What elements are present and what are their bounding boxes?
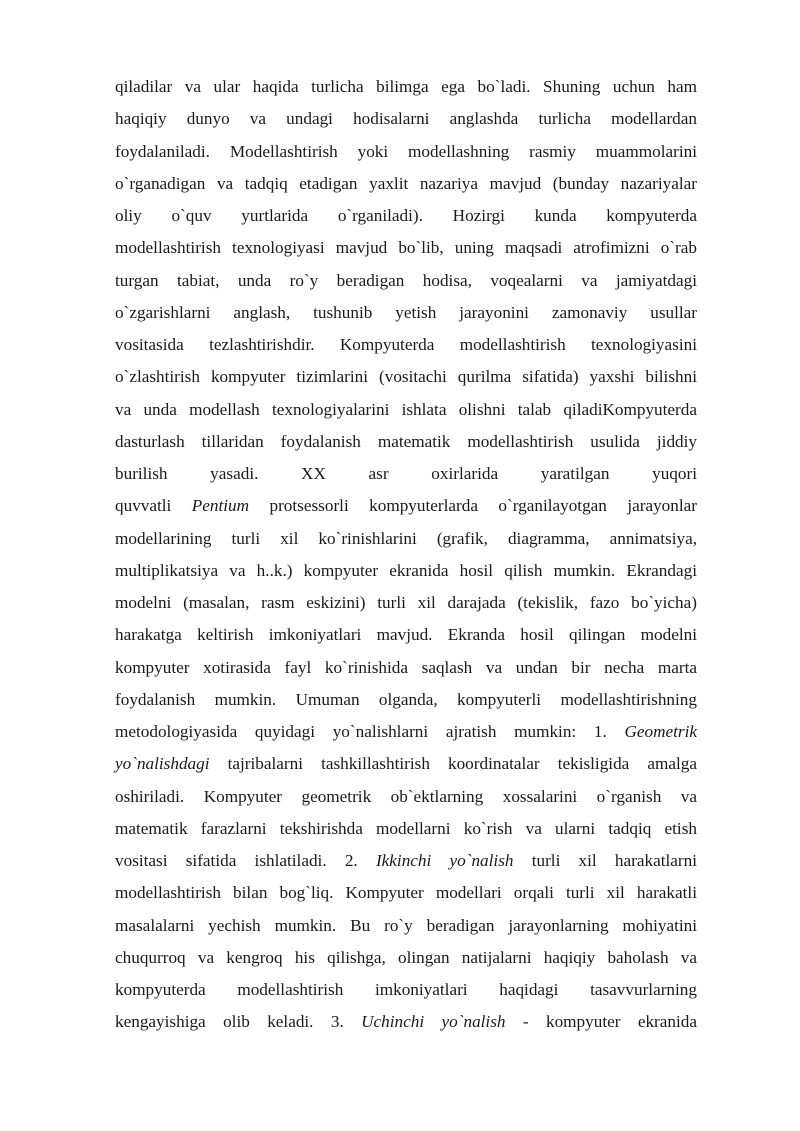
text-segment: chuqurroq va kengroq his qilishga, olingan natijalarni haqiqiy baholash va bbox=[115, 947, 697, 967]
text-segment: oliy o`quv yurtlarida o`rganiladi). Hozirgi kunda kompyuterda bbox=[115, 206, 697, 225]
text-line bbox=[115, 942, 697, 974]
text-line bbox=[115, 813, 697, 845]
text-segment: metodologiyasida quyidagi yo`nalishlarni ajratish mumkin: 1. bbox=[115, 722, 625, 741]
text-segment: qiladilar va ular haqida turlicha bilimga ega bo`ladi. Shuning uchun ham bbox=[115, 77, 697, 96]
text-line bbox=[115, 490, 697, 522]
text-segment: modelni (masalan, rasm eskizini) turli xil darajada (tekislik, fazo bo`yicha) bbox=[115, 593, 697, 612]
text-line bbox=[115, 877, 697, 909]
text-line bbox=[115, 103, 697, 135]
text-segment: modellarining turli xil ko`rinishlarini (grafik, diagramma, annimatsiya, bbox=[115, 528, 697, 548]
italic-term: Uchinchi yo`nalish bbox=[361, 1012, 506, 1032]
text-segment: turli xil harakatlarni bbox=[513, 851, 697, 870]
text-segment: vositasi sifatida ishlatiladi. 2. bbox=[115, 851, 376, 870]
text-line bbox=[115, 781, 697, 813]
text-line bbox=[115, 200, 697, 232]
text-segment: haqiqiy dunyo va undagi hodisalarni anglashda turlicha modellardan bbox=[115, 109, 697, 129]
text-line bbox=[115, 426, 697, 458]
text-line bbox=[115, 748, 697, 780]
text-segment: protsessorli kompyuterlarda o`rganilayotgan jarayonlar bbox=[249, 496, 697, 516]
text-line bbox=[115, 136, 697, 168]
text-line bbox=[115, 845, 697, 877]
text-segment: foydalanish mumkin. Umuman olganda, kompyuterli modellashtirishning bbox=[115, 689, 697, 709]
text-segment: oshiriladi. Kompyuter geometrik ob`ektlarning xossalarini o`rganish va bbox=[115, 786, 697, 806]
text-segment: modellashtirish bilan bog`liq. Kompyuter modellari orqali turli xil harakatli bbox=[115, 883, 697, 903]
text-segment: modellashtirish texnologiyasi mavjud bo`lib, uning maqsadi atrofimizni o`rab bbox=[115, 238, 697, 258]
text-line bbox=[115, 910, 697, 942]
text-segment: masalalarni yechish mumkin. Bu ro`y beradigan jarayonlarning mohiyatini bbox=[115, 915, 697, 935]
text-line bbox=[115, 716, 697, 748]
text-segment: foydalaniladi. Modellashtirish yoki modellashning rasmiy muammolarini bbox=[115, 141, 697, 161]
text-line bbox=[115, 1006, 697, 1038]
text-line bbox=[115, 297, 697, 329]
text-line bbox=[115, 361, 697, 393]
text-segment: burilish yasadi. XX asr oxirlarida yaratilgan yuqori bbox=[115, 464, 697, 483]
text-segment: matematik farazlarni tekshirishda modellarni ko`rish va ularni tadqiq etish bbox=[115, 818, 697, 838]
text-line bbox=[115, 619, 697, 651]
text-segment: turgan tabiat, unda ro`y beradigan hodisa, voqealarni va jamiyatdagi bbox=[115, 270, 697, 290]
text-segment: harakatga keltirish imkoniyatlari mavjud. Ekranda hosil qilingan modelni bbox=[115, 625, 697, 645]
text-segment: kompyuterda modellashtirish imkoniyatlari haqidagi tasavvurlarning bbox=[115, 980, 697, 999]
italic-term: Pentium bbox=[191, 496, 250, 516]
text-segment: o`rganadigan va tadqiq etadigan yaxlit nazariya mavjud (bunday nazariyalar bbox=[115, 173, 697, 193]
text-segment: - kompyuter ekranida bbox=[505, 1012, 698, 1032]
text-segment: quvvatli bbox=[115, 496, 192, 516]
text-line bbox=[115, 232, 697, 264]
text-line bbox=[115, 974, 697, 1006]
text-segment: o`zlashtirish kompyuter tizimlarini (vositachi qurilma sifatida) yaxshi bilishni bbox=[115, 367, 697, 387]
text-line bbox=[115, 329, 697, 361]
text-line bbox=[115, 458, 697, 490]
text-line bbox=[115, 71, 697, 103]
text-segment: multiplikatsiya va h..k.) kompyuter ekranida hosil qilish mumkin. Ekrandagi bbox=[115, 560, 697, 580]
text-segment: o`zgarishlarni anglash, tushunib yetish jarayonini zamonaviy usullar bbox=[115, 302, 697, 322]
text-line bbox=[115, 555, 697, 587]
text-line bbox=[115, 394, 697, 426]
italic-term: Ikkinchi yo`nalish bbox=[375, 851, 514, 870]
text-line bbox=[115, 523, 697, 555]
text-segment: kompyuter xotirasida fayl ko`rinishida saqlash va undan bir necha marta bbox=[115, 657, 697, 677]
text-line bbox=[115, 265, 697, 297]
text-segment: kengayishiga olib keladi. 3. bbox=[115, 1012, 362, 1032]
body-paragraph bbox=[115, 71, 697, 1039]
text-line bbox=[115, 652, 697, 684]
text-line bbox=[115, 684, 697, 716]
text-segment: dasturlash tillaridan foydalanish matematik modellashtirish usulida jiddiy bbox=[115, 431, 697, 451]
italic-term: Geometrik bbox=[624, 722, 697, 741]
text-segment: vositasida tezlashtirishdir. Kompyuterda modellashtirish texnologiyasini bbox=[115, 335, 697, 354]
text-line bbox=[115, 168, 697, 200]
text-segment: va unda modellash texnologiyalarini ishlata olishni talab qiladiKompyuterda bbox=[115, 399, 697, 419]
text-line bbox=[115, 587, 697, 619]
text-segment: tajribalarni tashkillashtirish koordinatalar tekisligida amalga bbox=[209, 754, 697, 774]
italic-term: yo`nalishdagi bbox=[115, 754, 210, 774]
